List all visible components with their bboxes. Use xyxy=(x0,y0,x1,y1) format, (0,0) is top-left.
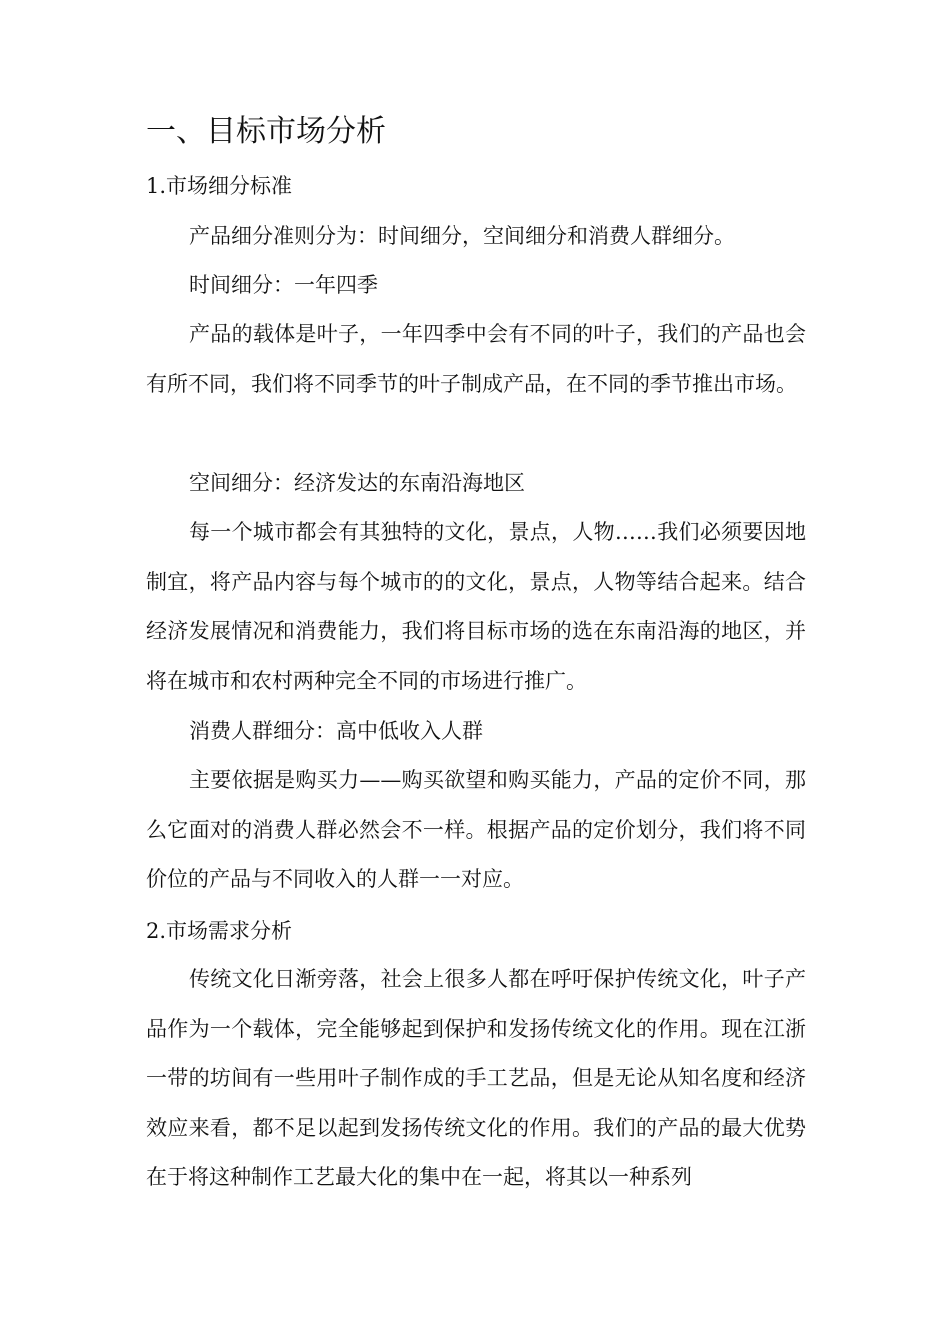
consumer-segmentation-paragraph: 主要依据是购买力——购买欲望和购买能力，产品的定价不同，那么它面对的消费人群必然会不一样。根据产品的定价划分，我们将不同价位的产品与不同收入的人群一一对应。 xyxy=(146,768,806,891)
time-segmentation-paragraph: 产品的载体是叶子，一年四季中会有不同的叶子，我们的产品也会有所不同，我们将不同季节的叶子制成产品，在不同的季节推出市场。 xyxy=(146,322,806,396)
time-segmentation-label: 时间细分：一年四季 xyxy=(189,273,378,297)
section-title: 一、目标市场分析 xyxy=(146,114,386,149)
demand-analysis-paragraph: 传统文化日渐旁落，社会上很多人都在呼吁保护传统文化，叶子产品作为一个载体，完全能够起到保护和发扬传统文化的作用。现在江浙一带的坊间有一些用叶子制作成的手工艺品，但是无论从知名度和经济效应来看，都不足以起到发扬传统文化的作用。我们的产品的最大优势在于将这种制作工艺最大化的集中在一起，将其以一种系列 xyxy=(146,967,806,1189)
subsection-heading-demand-analysis: 2.市场需求分析 xyxy=(146,919,293,943)
space-segmentation-paragraph: 每一个城市都会有其独特的文化，景点，人物……我们必须要因地制宜，将产品内容与每个城市的的文化，景点，人物等结合起来。结合经济发展情况和消费能力，我们将目标市场的选在东南沿海的地区，并将在城市和农村两种完全不同的市场进行推广。 xyxy=(146,520,806,693)
segmentation-intro: 产品细分准则分为：时间细分，空间细分和消费人群细分。 xyxy=(189,224,735,248)
consumer-segmentation-label: 消费人群细分：高中低收入人群 xyxy=(189,719,483,743)
subsection-heading-market-segmentation: 1.市场细分标准 xyxy=(146,174,293,198)
space-segmentation-label: 空间细分：经济发达的东南沿海地区 xyxy=(189,471,525,495)
